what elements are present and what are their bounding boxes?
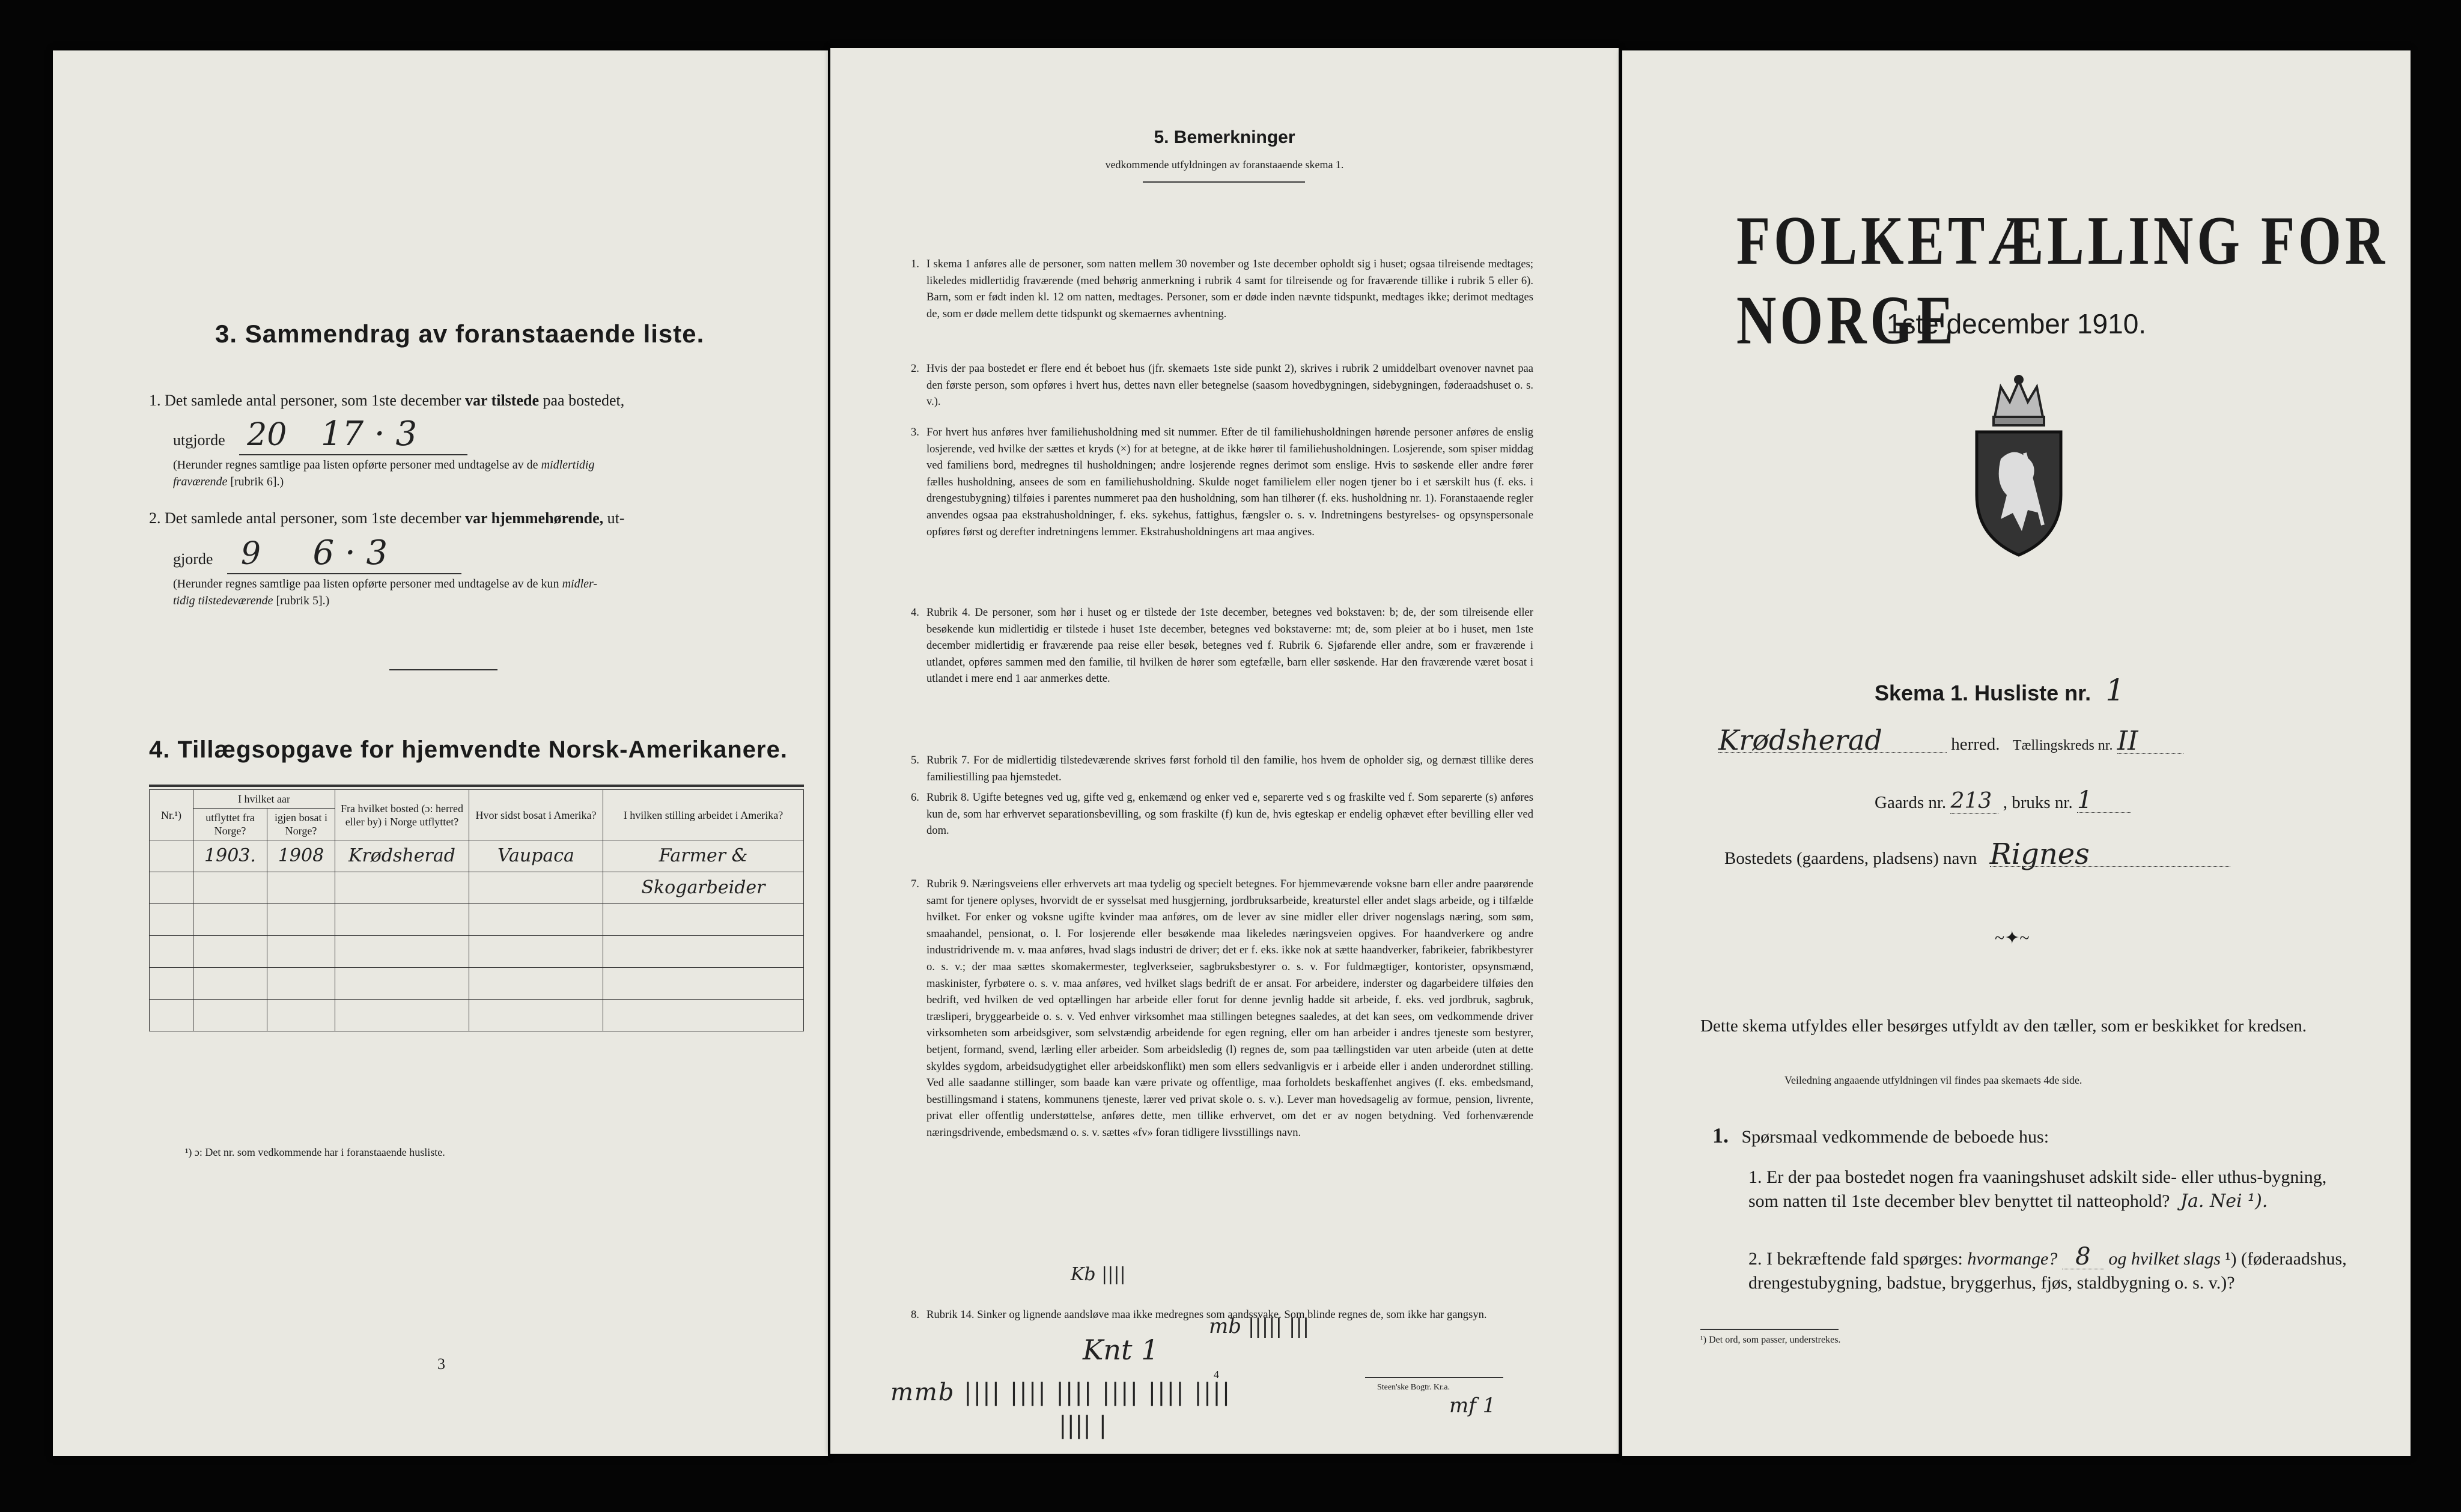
remarks-subtitle: vedkommende utfyldningen av foranstaaende skema 1. [1105, 159, 1344, 171]
col-returned: igjen bosat i Norge? [267, 809, 335, 840]
table-row [150, 904, 804, 936]
cell-from-place [335, 968, 469, 1000]
norsk-amerikaner-table [149, 789, 804, 1031]
table-row [150, 872, 804, 904]
schema-label: Skema 1. Husliste nr. 1 [1875, 673, 2125, 708]
remark-text: Rubrik 4. De personer, som hør i huset og er tilstede der 1ste december, betegnes ved bokstaven: b; de, der som tilreisende eller besøkende kun midlertidig er tilstede i huset 1ste december, betegnes ved bokstaverne: mt; de, som pleier at bo i huset, men 1ste december midlertidig er fraværende paa reise eller besøk, betegnes ved f. Rubrik 6. Sjøfarende eller andre, som er fraværende i utlandet, opføres sammen med den familie, til hvilken de hører som egtefælle, barn eller søskende. Har den fraværende været bosat i utlandet i mere end 1 aar anmerkes dette. [926, 606, 1533, 685]
cell-position [603, 968, 804, 1000]
cell-nr [150, 936, 193, 968]
cell-last-residence [469, 904, 603, 936]
question-2: 2. I bekræftende fald spørges: hvormange? 8 og hvilket slags ¹) (føderaadshus, drengestubygning, badstue, bryggerhus, fjøs, staldbygning o. s. v.)? [1748, 1243, 2347, 1293]
cell-nr [150, 872, 193, 904]
cell-from-place [335, 1000, 469, 1031]
cell-last-residence [469, 1000, 603, 1031]
remark-text: Hvis der paa bostedet er flere end ét beboet hus (jfr. skemaets 1ste side punkt 2), skrives i rubrik 2 umiddelbart ovenover navnet paa den første person, som opføres i hvert hus, dettes navn eller betegnelse (saasom hovedbygningen, sidebygningen, føderaadshuset o. s. v.). [926, 362, 1533, 408]
page-number: 4 [1214, 1368, 1219, 1380]
instruction-text: Dette skema utfyldes eller besørges utfyldt av den tæller, som er beskikket for kredsen. [1700, 1016, 2307, 1036]
table-row [150, 968, 804, 1000]
cell-returned [267, 968, 335, 1000]
questions-header: 1. Spørsmaal vedkommende de beboede hus: [1712, 1123, 2049, 1147]
table-row [150, 840, 804, 872]
herred-value: Krødsherad [1718, 728, 1947, 753]
page-number: 3 [437, 1355, 445, 1373]
page-cover [1622, 50, 2411, 1456]
summary-item-2: 2. Det samlede antal personer, som 1ste december var hjemmehørende, ut- [149, 509, 625, 527]
cell-returned [267, 1000, 335, 1031]
herred-row: Krødsherad herred. Tællingskreds nr. II [1718, 728, 2355, 758]
resident-count: 9 [240, 536, 261, 572]
cell-last-residence [469, 872, 603, 904]
col-position: I hvilken stilling arbeidet i Amerika? [603, 790, 804, 840]
cell-from-place [335, 904, 469, 936]
handwritten-tally: mmb |||| |||| |||| |||| |||| |||| [890, 1379, 1232, 1406]
remark-item [911, 604, 1533, 687]
cell-nr [150, 968, 193, 1000]
section4-title: 4. Tillægsopgave for hjemvendte Norsk-Amerikanere. [149, 736, 788, 763]
remark-text: For hvert hus anføres hver familiehusholdning med sit nummer. Efter de til familiehusholdningen hørende personer anføres de enslig losjerende, ved hvilke der sættes et kryds (×) for at betegne, at de ikke hører til familiehusholdningen. Losjerende, som spiser middag ved familiens bord, medregnes til husholdningen; andre losjerende regnes derimot som enslige. Hvis to søskende eller andre fører fælles husholdning, ansees de som en familiehusholdning. Skulde noget familielem eller nogen tjener bo i et særskilt hus (f. eks. i drengestubygning) tilføies i parentes nummeret paa den husholdning, som han tilhører (f. eks. husholdning nr. 1). Foranstaaende regler anvendes ogsaa paa ekstrahusholdninger, f. eks. sykehus, fattighus, fængsler o. s. v. Indretningens bestyrelses- og opsynspersonale opføres først og derefter indretningens lemmer. Ekstrahusholdningens art maa angives. [926, 426, 1533, 538]
section3-title: 3. Sammendrag av foranstaaende liste. [215, 320, 705, 348]
summary-item-2-value-row: gjorde 9 6 · 3 [173, 533, 388, 572]
margin-note-kb: Kb |||| [1071, 1264, 1126, 1285]
cell-emigrated [193, 936, 267, 968]
cell-returned: 1908 [267, 840, 335, 872]
cell-last-residence [469, 936, 603, 968]
remark-number: 4. [911, 606, 919, 619]
cell-returned [267, 936, 335, 968]
cell-position [603, 1000, 804, 1031]
cell-nr [150, 1000, 193, 1031]
page-summary [53, 50, 828, 1456]
cell-emigrated [193, 968, 267, 1000]
summary-item-1-value-row: utgjorde 20 17 · 3 [173, 414, 418, 454]
col-last-residence: Hvor sidst bosat i Amerika? [469, 790, 603, 840]
cell-emigrated [193, 872, 267, 904]
summary-item-2-note: (Herunder regnes samtlige paa listen opførte personer med undtagelse av de kun midler- tidig tilstedeværende [rubrik 5].) [173, 577, 598, 607]
cell-returned [267, 872, 335, 904]
remark-number: 1. [911, 258, 919, 270]
present-count: 20 [247, 417, 287, 453]
remark-number: 2. [911, 362, 919, 375]
remark-item [911, 256, 1533, 322]
remark-text: I skema 1 anføres alle de personer, som natten mellem 30 november og 1ste december opholdt sig i huset; ogsaa tilreisende medtages; likeledes midlertidig fraværende (med behørig anmerkning i rubrik 4 samt for tilreisende og for fraværende tillike i rubrik 5 eller 6). Barn, som er født inden kl. 12 om natten, medtages. Personer, som er døde inden nævnte tidspunkt, medtages ikke; derimot medtages de, som er døde mellem dette tidspunkt og skemaernes avhentning. [926, 258, 1533, 320]
cell-emigrated [193, 1000, 267, 1031]
remark-number: 3. [911, 426, 919, 439]
cell-position: Farmer & [603, 840, 804, 872]
remark-item [911, 360, 1533, 410]
resident-breakdown: 6 · 3 [312, 533, 388, 572]
remark-item [911, 789, 1533, 839]
q1-answer: Ja. Nei ¹). [2180, 1191, 2268, 1212]
remark-text: Rubrik 7. For de midlertidig tilstedeværende skrives først forhold til den familie, hos hvem de opholder sig, og dernæst tillike deres familiestilling paa hjemstedet. [926, 754, 1533, 783]
remark-number: 8. [911, 1308, 919, 1321]
question-1: 1. Er der paa bostedet nogen fra vaaningshuset adskilt side- eller uthus-bygning, som natten til 1ste december blev benyttet til natteophold? Ja. Nei ¹). [1748, 1167, 2327, 1212]
cell-returned [267, 904, 335, 936]
remark-text: Rubrik 8. Ugifte betegnes ved ug, gifte ved g, enkemænd og enker ved e, separerte ved s og fraskilte ved f. Som separerte (s) anføres kun de, som har erhvervet separationsbevilling, og som fraskilte (f) kun de, hvis egteskap er endelig ophævet efter bevilling eller ved dom. [926, 791, 1533, 837]
q2-count: 8 [2062, 1245, 2104, 1269]
col-emigrated: utflyttet fra Norge? [193, 809, 267, 840]
handwritten-mf: mf 1 [1449, 1394, 1496, 1418]
cell-nr [150, 840, 193, 872]
gaards-row: Gaards nr. 213 , bruks nr. 1 [1875, 788, 2131, 815]
remarks-title: 5. Bemerkninger [1154, 127, 1295, 147]
cell-from-place: Krødsherad [335, 840, 469, 872]
census-date: 1ste december 1910. [1886, 308, 2147, 339]
census-title: FOLKETÆLLING FOR NORGE [1736, 202, 2389, 359]
table-row [150, 1000, 804, 1031]
instruction-note: Veiledning angaaende utfyldningen vil findes paa skemaets 4de side. [1784, 1074, 2082, 1086]
table-row [150, 936, 804, 968]
cell-from-place [335, 936, 469, 968]
cell-emigrated [193, 904, 267, 936]
remark-item [911, 876, 1533, 1141]
kreds-value: II [2117, 729, 2183, 754]
handwritten-tally-2: |||| | [1059, 1412, 1107, 1439]
col-nr: Nr.¹) [150, 790, 193, 840]
cell-last-residence: Vaupaca [469, 840, 603, 872]
col-from-place: Fra hvilket bosted (ɔ: herred eller by) i Norge utflyttet? [335, 790, 469, 840]
cell-emigrated: 1903. [193, 840, 267, 872]
bruks-value: 1 [2077, 788, 2131, 813]
cell-position: Skogarbeider [603, 872, 804, 904]
remark-text: Rubrik 14. Sinker og lignende aandsløve maa ikke medregnes som aandssvake. Som blinde regnes de, som ikke har gangsyn. [926, 1308, 1487, 1321]
page-remarks [830, 48, 1619, 1454]
norway-coat-of-arms-icon [1965, 375, 2073, 561]
remark-item [911, 424, 1533, 540]
bosted-value: Rignes [1990, 842, 2230, 867]
printer-mark: Steen'ske Bogtr. Kr.a. [1377, 1383, 1450, 1392]
ornament-divider: ~✦~ [1995, 928, 2030, 948]
gaards-value: 213 [1950, 789, 1998, 814]
remark-number: 6. [911, 791, 919, 804]
cell-position [603, 904, 804, 936]
remark-text: Rubrik 9. Næringsveiens eller erhvervets art maa tydelig og specielt betegnes. For hjemmeværende voksne barn eller andre paarørende samt for tjenere oplyses, hvorvidt de er sysselsat med husgjerning, jordbruksarbeide, kreaturstel eller andet slags arbeide, og i tilfælde hvilket. For enker og voksne ugifte kvinder maa anføres, om de lever av sine midler eller driver nogenslags næring, som søm, smaahandel, pensionat, o. l. For losjerende eller besøkende maa likeledes næringsveien opgives. For haandverkere og andre industridrivende m. v. maa anføres, hvad slags industri de driver; det er f. eks. ikke nok at sætte haandverker, fabrikeier, fabrikbestyrer o. s. v.; der maa sættes skomakermester, teglverkseier, sagbruksbestyrer o. s. v. For fuldmægtiger, kontorister, opsynsmænd, maskinister, fyrbøtere o. s. v. maa anføres, ved hvilket slags bedrift de er ansat. For arbeidere, inderster og dagarbeidere tilføies den bedrift, ved hvilken de ved optællingen har arbeide eller forut for denne jevnlig hadde sit arbeide, f. eks. ved jordbruk, sagbruk, træsliperi, bryggearbeide o. s. v. Ved enhver virksomhet maa stillingen betegnes saaledes, at det kan sees, om vedkommende driver virksomheten som arbeidsgiver, som selvstændig arbeidende for egen regning, eller om han arbeider i andres tjeneste som bestyrer, betjent, formand, svend, lærling eller arbeider. Som arbeidsledig (l) regnes de, som paa tællingstiden var uten arbeide (uten at dette skyldes sygdom, arbeidsudygtighet eller arbeidskonflikt) men som ellers sedvanligvis er i arbeide eller i anden underordnet stilling. Ved alle saadanne stillinger, som baade kan være private og offentlige, maa forholdets beskaffenhet angives (f. eks. embedsmand, bestillingsmand i statens, kommunens tjeneste, lærer ved privat skole o. s. v.). Lever man hovedsagelig av formue, pension, livrente, privat eller offentlig understøttelse, anføres dette, men tillike erhvervet, om det er av nogen betydning. Ved forhenværende næringsdrivende, embedsmænd o. s. v. sættes «fv» foran tidligere livsstillings navn. [926, 878, 1533, 1139]
table-footnote: ¹) ɔ: Det nr. som vedkommende har i foranstaaende husliste. [185, 1146, 445, 1158]
cell-from-place [335, 872, 469, 904]
cell-nr [150, 904, 193, 936]
margin-note-rubrik9: mb ||||| ||| [1209, 1314, 1310, 1338]
summary-item-1: 1. Det samlede antal personer, som 1ste december var tilstede paa bostedet, [149, 392, 625, 409]
cover-footnote: ¹) Det ord, som passer, understrekes. [1700, 1335, 1841, 1345]
bosted-row: Bostedets (gaardens, pladsens) navn Rignes [1724, 842, 2230, 870]
divider [389, 669, 497, 670]
remarks-list [830, 198, 1619, 1370]
remark-number: 7. [911, 878, 919, 890]
husliste-number: 1 [2105, 673, 2125, 708]
summary-item-1-note: (Herunder regnes samtlige paa listen opførte personer med undtagelse av de midlertidig fraværende [rubrik 6].) [173, 458, 595, 488]
present-breakdown: 17 · 3 [320, 414, 418, 454]
cell-position [603, 936, 804, 968]
remark-item [911, 752, 1533, 785]
col-year-group: I hvilket aar [193, 790, 335, 809]
handwritten-knt: Knt 1 [1083, 1334, 1159, 1366]
remark-number: 5. [911, 754, 919, 767]
cell-last-residence [469, 968, 603, 1000]
